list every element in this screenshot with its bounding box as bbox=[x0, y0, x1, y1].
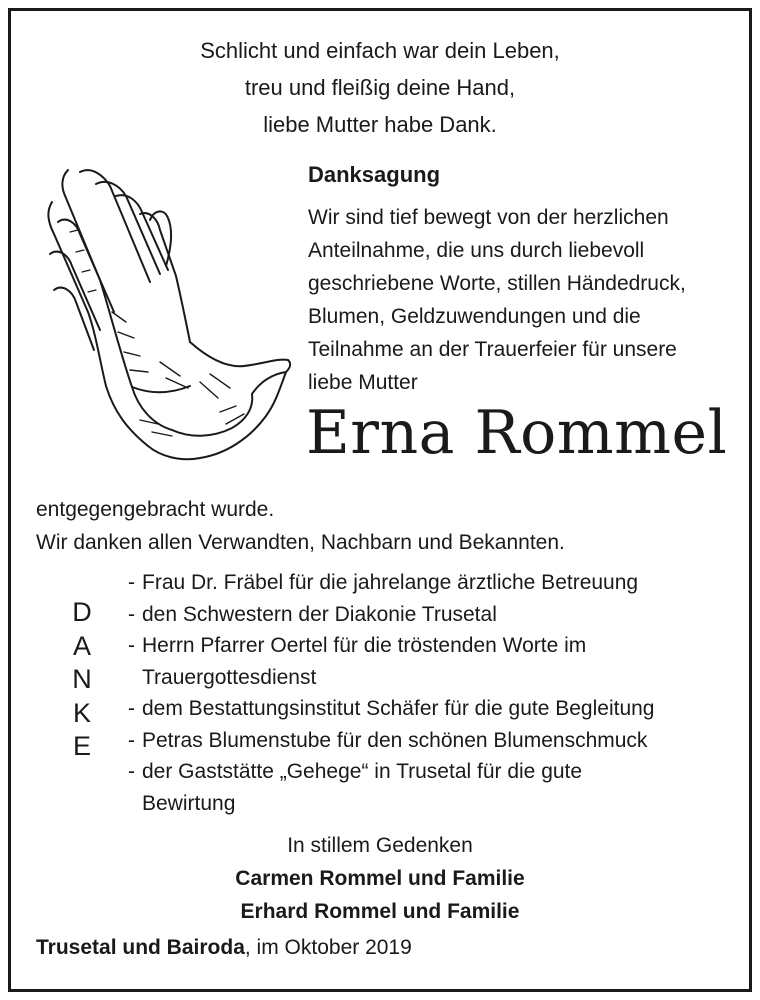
intro-line: liebe Mutter bbox=[308, 371, 418, 394]
danke-letter: E bbox=[72, 731, 91, 761]
poem-line: treu und fleißig deine Hand, bbox=[244, 75, 516, 100]
poem-line: liebe Mutter habe Dank. bbox=[263, 112, 497, 137]
deceased-name: Erna Rommel bbox=[306, 398, 728, 468]
danke-letter: K bbox=[72, 697, 91, 728]
closing-line: In stillem Gedenken bbox=[287, 834, 473, 857]
place-location: Trusetal und Bairoda bbox=[36, 936, 245, 959]
danke-letter: D bbox=[72, 597, 92, 627]
intro-line: Blumen, Geldzuwendungen und die bbox=[308, 305, 641, 328]
closing bbox=[0, 829, 760, 928]
danke-letter: N bbox=[72, 664, 92, 694]
family-name: Erhard Rommel und Familie bbox=[240, 900, 520, 923]
danke-letter: A bbox=[72, 630, 91, 661]
continuation-line: Wir danken allen Verwandten, Nachbarn und Bekannten. bbox=[36, 531, 565, 554]
praying-hands-icon bbox=[40, 162, 295, 467]
family-name: Carmen Rommel und Familie bbox=[235, 867, 525, 890]
intro-line: Teilnahme an der Trauerfeier für unsere bbox=[308, 338, 677, 361]
place-date-text: , im Oktober 2019 bbox=[244, 936, 412, 959]
intro-text bbox=[308, 201, 738, 399]
place-date bbox=[36, 936, 412, 960]
intro-line: Wir sind tief bewegt von der herzlichen bbox=[308, 206, 669, 229]
thanks-item-continuation: Trauergottesdienst bbox=[142, 665, 317, 689]
poem bbox=[0, 32, 760, 143]
thanks-item-continuation: Bewirtung bbox=[142, 791, 236, 815]
thanks-item: - dem Bestattungsinstitut Schäfer für die gute Begleitung bbox=[128, 693, 654, 725]
thanks-list bbox=[128, 567, 654, 819]
thanks-item: - der Gaststätte „Gehege“ in Trusetal für die gute bbox=[128, 756, 654, 788]
thanks-item: - Herrn Pfarrer Oertel für die tröstenden Worte im bbox=[128, 630, 654, 662]
thanks-item: - Petras Blumenstube für den schönen Blumenschmuck bbox=[128, 725, 654, 757]
thanks-item: - Frau Dr. Fräbel für die jahrelange ärztliche Betreuung bbox=[128, 567, 654, 599]
thanks-item: - den Schwestern der Diakonie Trusetal bbox=[128, 599, 654, 631]
heading: Danksagung bbox=[308, 162, 441, 187]
intro-line: geschriebene Worte, stillen Händedruck, bbox=[308, 272, 686, 295]
danke-vertical bbox=[64, 596, 100, 764]
poem-line: Schlicht und einfach war dein Leben, bbox=[200, 38, 560, 63]
continuation-text bbox=[36, 493, 565, 559]
continuation-line: entgegengebracht wurde. bbox=[36, 498, 275, 521]
intro-line: Anteilnahme, die uns durch liebevoll bbox=[308, 239, 645, 262]
